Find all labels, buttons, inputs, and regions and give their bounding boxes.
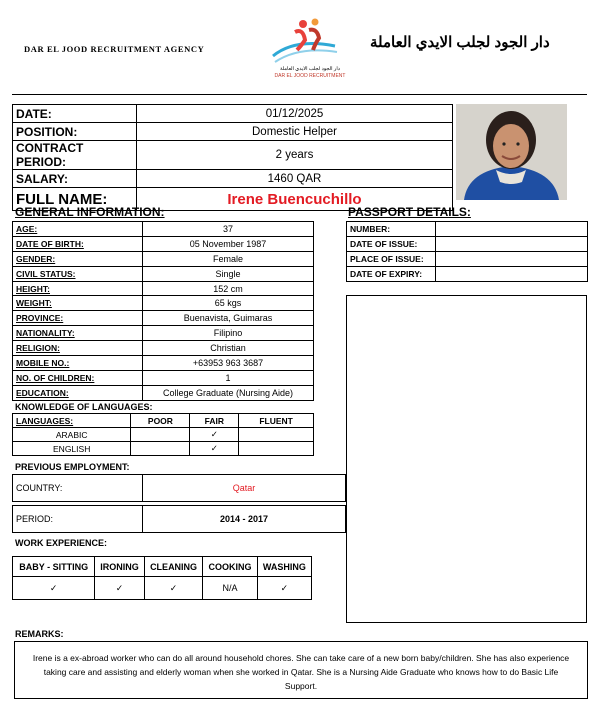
full-name-value: Irene Buencuchillo [137,188,453,211]
table-row [13,356,314,371]
salary-label: SALARY: [13,170,137,188]
table-row [13,311,314,326]
table-row [13,442,314,456]
mobile-label: MOBILE NO.: [13,356,143,371]
full-body-photo-box [346,295,587,623]
period-label: PERIOD: [13,506,143,533]
cooking-header: COOKING [203,557,257,577]
position-label: POSITION: [13,123,137,141]
dob-label: DATE OF BIRTH: [13,236,143,251]
table-row [13,251,314,266]
fluent-header: FLUENT [239,414,314,428]
table-row [347,266,588,281]
age-value: 37 [143,222,314,237]
work-header-row [13,557,312,577]
children-value: 1 [143,370,314,385]
civil-status-value: Single [143,266,314,281]
education-label: EDUCATION: [13,385,143,400]
language-fair: ✓ [190,428,239,442]
table-row [13,222,314,237]
cleaning-header: CLEANING [144,557,203,577]
language-poor [131,442,190,456]
languages-table [12,413,314,456]
agency-name-english: DAR EL JOOD RECRUITMENT AGENCY [24,44,205,54]
previous-employment-table [12,474,346,533]
remarks-title: REMARKS: [15,629,64,639]
table-row [13,370,314,385]
civil-status-label: CIVIL STATUS: [13,266,143,281]
cleaning-value: ✓ [144,577,203,600]
table-row [13,296,314,311]
language-name: ARABIC [13,428,131,442]
cooking-value: N/A [203,577,257,600]
poor-header: POOR [131,414,190,428]
expiry-date-value [436,266,588,281]
contract-value: 2 years [137,141,453,170]
agency-name-arabic: دار الجود لجلب الايدي العاملة [370,34,550,51]
header-divider [12,94,587,95]
languages-header-row [13,414,314,428]
date-row [13,105,453,123]
work-experience-title: WORK EXPERIENCE: [15,538,108,548]
weight-label: WEIGHT: [13,296,143,311]
children-label: NO. OF CHILDREN: [13,370,143,385]
baby-sitting-header: BABY - SITTING [13,557,95,577]
baby-sitting-value: ✓ [13,577,95,600]
applicant-photo [456,104,567,200]
province-value: Buenavista, Guimaras [143,311,314,326]
passport-table [346,221,588,282]
logo-text-english: DAR EL JOOD RECRUITMENT [274,73,346,79]
country-label: COUNTRY: [13,475,143,502]
height-label: HEIGHT: [13,281,143,296]
table-row [13,236,314,251]
salary-row [13,170,453,188]
dob-value: 05 November 1987 [143,236,314,251]
washing-header: WASHING [257,557,311,577]
table-row [13,341,314,356]
education-value: College Graduate (Nursing Aide) [143,385,314,400]
job-details-table [12,104,453,211]
full-name-label: FULL NAME: [13,188,137,211]
ironing-header: IRONING [95,557,144,577]
height-value: 152 cm [143,281,314,296]
language-poor [131,428,190,442]
expiry-date-label: DATE OF EXPIRY: [347,266,436,281]
language-fluent [239,428,314,442]
gender-label: GENDER: [13,251,143,266]
weight-value: 65 kgs [143,296,314,311]
contract-row [13,141,453,170]
issue-place-label: PLACE OF ISSUE: [347,251,436,266]
table-row [13,475,346,502]
issue-place-value [436,251,588,266]
logo-text-arabic: دار الجود لجلب الايدي العاملة [280,66,340,72]
table-row [13,266,314,281]
general-info-title: GENERAL INFORMATION: [15,205,165,219]
language-fair: ✓ [190,442,239,456]
washing-value: ✓ [257,577,311,600]
language-fluent [239,442,314,456]
table-row [347,222,588,237]
table-row [13,428,314,442]
religion-value: Christian [143,341,314,356]
issue-date-label: DATE OF ISSUE: [347,236,436,251]
position-value: Domestic Helper [137,123,453,141]
nationality-label: NATIONALITY: [13,326,143,341]
table-row [13,385,314,400]
fair-header: FAIR [190,414,239,428]
issue-date-value [436,236,588,251]
previous-employment-title: PREVIOUS EMPLOYMENT: [15,462,130,472]
contract-label: CONTRACT PERIOD: [13,141,137,170]
languages-title: KNOWLEDGE OF LANGUAGES: [15,402,153,412]
work-values-row [13,577,312,600]
table-row [13,506,346,533]
work-experience-table [12,556,312,600]
religion-label: RELIGION: [13,341,143,356]
passport-details-title: PASSPORT DETAILS: [348,205,471,219]
country-value: Qatar [143,475,346,502]
language-name: ENGLISH [13,442,131,456]
position-row [13,123,453,141]
salary-value: 1460 QAR [137,170,453,188]
province-label: PROVINCE: [13,311,143,326]
date-value: 01/12/2025 [137,105,453,123]
period-value: 2014 - 2017 [143,506,346,533]
languages-header: LANGUAGES: [13,414,131,428]
date-label: DATE: [13,105,137,123]
age-label: AGE: [13,222,143,237]
gender-value: Female [143,251,314,266]
passport-number-label: NUMBER: [347,222,436,237]
remarks-text: Irene is a ex-abroad worker who can do all around household chores. She can take care of a new born baby/children. She has also experience taking care and assisting and elderly woman when she worked in Qatar. She is a Nursing Aide Graduate who knows how to do Basic Life Support. [14,641,588,699]
table-row [13,281,314,296]
passport-number-value [436,222,588,237]
general-info-table [12,221,314,401]
table-row [347,236,588,251]
table-row [13,326,314,341]
table-row [347,251,588,266]
ironing-value: ✓ [95,577,144,600]
nationality-value: Filipino [143,326,314,341]
mobile-value: +63953 963 3687 [143,356,314,371]
